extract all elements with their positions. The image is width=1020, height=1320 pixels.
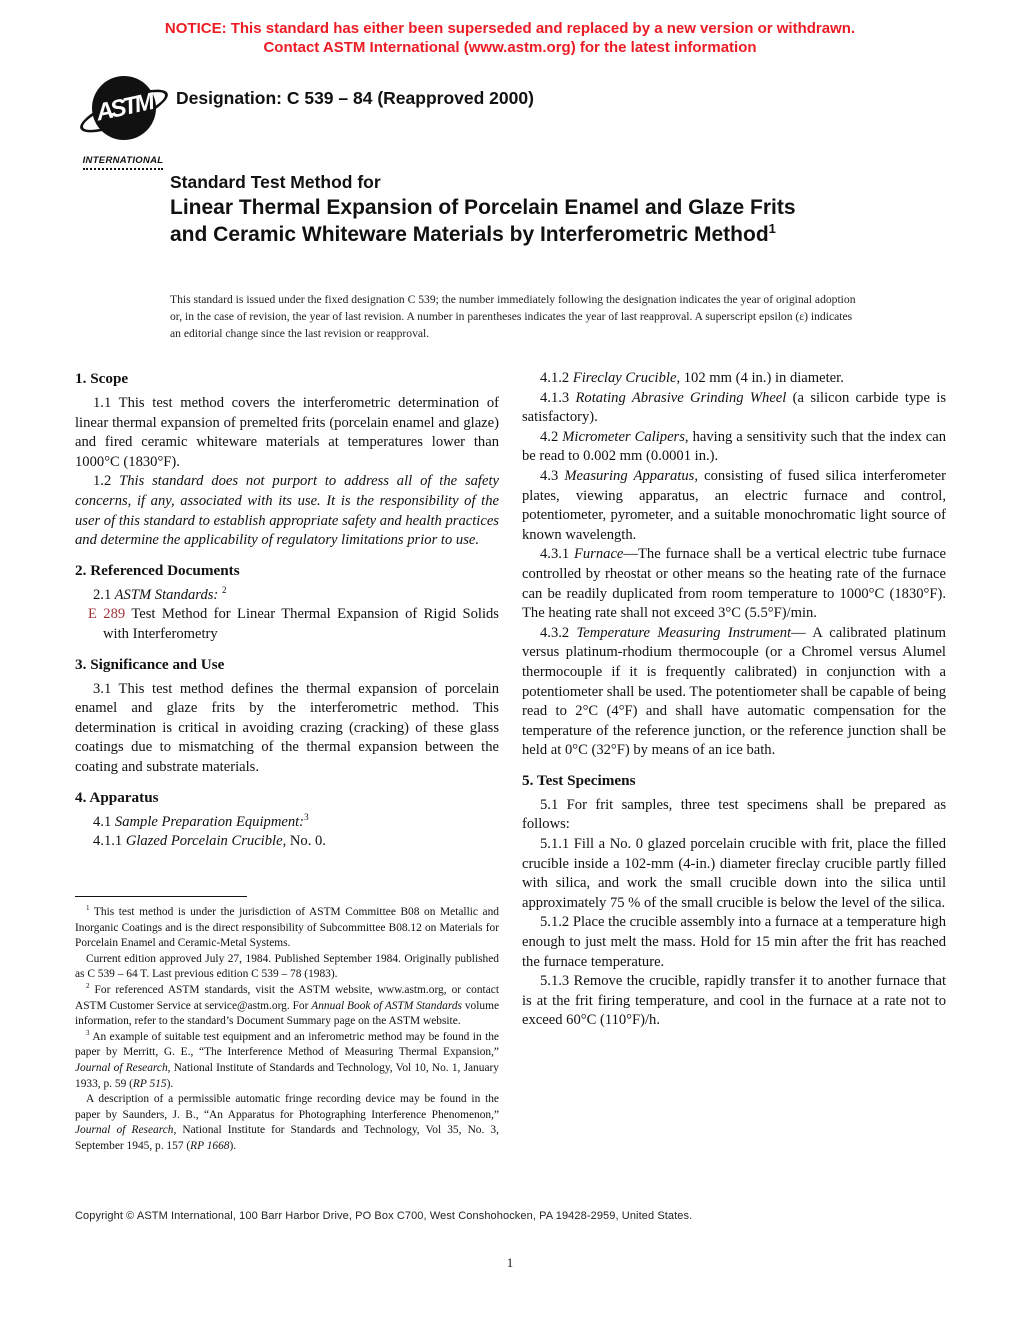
reference-link-e289[interactable]: E 289 bbox=[88, 606, 126, 623]
paragraph-number: 4.3 bbox=[540, 467, 559, 484]
paragraph-number: 4.2 bbox=[540, 428, 559, 445]
footnote-1-edition: Current edition approved July 27, 1984. Published September 1984. Originally published as C 539 – 64 T. Last previous edition C 539 – 78 (1983). bbox=[75, 952, 499, 981]
reference-e289: E 289 Test Method for Linear Thermal Expansion of Rigid Solids with Interferometry bbox=[88, 606, 499, 642]
paragraph-4-1-1: 4.1.1 Glazed Porcelain Crucible, No. 0. bbox=[93, 833, 326, 850]
left-column bbox=[75, 369, 499, 852]
paragraph-number: 5.1.3 bbox=[540, 973, 570, 990]
title-kicker: Standard Test Method for bbox=[170, 172, 381, 192]
paragraph-4-3-1: 4.3.1 Furnace—The furnace shall be a vertical electric tube furnace controlled by rheostat or other means so the heating rate of the furnace can be readily duplicated from room temperature to 1000°C (1830°F). The heating rate shall not exceed 3°C (5.5°F)/min. bbox=[522, 546, 946, 622]
paragraph-number: 5.1.2 bbox=[540, 914, 570, 931]
paragraph-number: 4.3.1 bbox=[540, 546, 570, 563]
paragraph-5-1-1: 5.1.1 Fill a No. 0 glazed porcelain crucible with frit, place the filled crucible inside a 102-mm (4-in.) diameter fireclay crucible partly filled with silica, and work the small crucible down into the silica until approximately 75 % of the small crucible is below the level of the silica. bbox=[522, 836, 946, 911]
paragraph-3-1: 3.1 This test method defines the thermal expansion of porcelain enamel and glaze frits by the interferometric method. This determination is critical in avoiding crazing (cracking) of these glass coatings due to mismatching of the thermal expansion between the coating and substrate materials. bbox=[75, 680, 499, 775]
page-number: 1 bbox=[506, 1256, 514, 1270]
title-footnote-ref: 1 bbox=[768, 220, 776, 236]
footnotes-block bbox=[75, 896, 499, 1155]
paragraph-number: 4.1.1 bbox=[93, 833, 123, 850]
footnote-ref-2: 2 bbox=[221, 584, 227, 595]
paragraph-5-1: 5.1 For frit samples, three test specimens shall be prepared as follows: bbox=[522, 796, 946, 833]
astm-logo-text: ASTM bbox=[93, 88, 155, 127]
paragraph-4-3: 4.3 Measuring Apparatus, consisting of fused silica interferometer plates, viewing apparatus, an electric furnace and control, potentiometer, pyrometer, and a suitable monochromatic light source of known wavelength. bbox=[522, 467, 946, 543]
section-heading-scope: 1. Scope bbox=[75, 370, 129, 387]
astm-globe-icon bbox=[86, 76, 160, 150]
superseded-notice bbox=[0, 20, 1020, 57]
footnote-1: $^1$ This test method is under the jurisdiction of ASTM Committee B08 on Metallic and Inorganic Coatings and is the direct responsibility of Subcommittee B08.12 on Materials for Porcelain Enamel and Ceramic-Metal Systems. bbox=[75, 904, 499, 950]
notice-line-2: Contact ASTM International (www.astm.org) for the latest information bbox=[263, 38, 757, 56]
footnote-2: $^2$ For referenced ASTM standards, visit the ASTM website, www.astm.org, or contact ASTM Customer Service at service@astm.org. For Annual Book of ASTM Standards volume information, refer to the standard’s Document Summary page on the ASTM website. bbox=[75, 982, 500, 1028]
paragraph-number: 4.1.2 bbox=[540, 370, 570, 386]
paragraph-number: 2.1 bbox=[93, 586, 112, 603]
section-heading-apparatus: 4. Apparatus bbox=[75, 788, 159, 806]
paragraph-number: 1.2 bbox=[93, 473, 112, 490]
footnote-3: $^3$ An example of suitable test equipment and an inferometric method may be found in the paper by Merritt, G. E., “The Interference Method of Measuring Thermal Expansion,” Journal of Research, National Institute of Standards and Technology, Vol 10, No. 1, January 1933, p. 59 (RP 515). bbox=[75, 1028, 499, 1090]
paragraph-4-1-2: 4.1.2 Fireclay Crucible, 102 mm (4 in.) in diameter. bbox=[540, 370, 844, 386]
page-title bbox=[170, 195, 832, 248]
paragraph-4-3-2: 4.3.2 Temperature Measuring Instrument— A calibrated platinum versus platinum-rhodium thermocouple (or a Chromel versus Alumel thermocouple if it is frequently calibrated) in conjunction with a potentiometer shall be used. The potentiometer shall be capable of being read to 2°C (4°F) and shall have automatic compensation for the temperature of the reference junction, or the reference junction shall be held at 0°C (32°F) by means of an ice bath. bbox=[522, 624, 946, 759]
paragraph-number: 3.1 bbox=[93, 680, 112, 697]
paragraph-4-1: 4.1 Sample Preparation Equipment:$^3$ bbox=[93, 811, 309, 830]
astm-international-label: INTERNATIONAL bbox=[83, 155, 164, 170]
right-column bbox=[522, 369, 946, 1031]
paragraph-number: 1.1 bbox=[93, 395, 112, 411]
paragraph-2-1: 2.1 ASTM Standards: $^2$ bbox=[93, 584, 227, 603]
paragraph-1-2: 1.2 This standard does not purport to address all of the safety concerns, if any, associated with its use. It is the responsibility of the user of this standard to establish appropriate safety and health practices and determine the applicability of regulatory limitations prior to use. bbox=[75, 473, 499, 549]
section-heading-test-specimens: 5. Test Specimens bbox=[522, 771, 636, 789]
astm-logo bbox=[73, 76, 173, 170]
notice-line-1: NOTICE: This standard has either been superseded and replaced by a new version or withdrawn. bbox=[164, 20, 856, 37]
designation-line: Designation: C 539 – 84 (Reapproved 2000) bbox=[176, 88, 534, 108]
title-text: Linear Thermal Expansion of Porcelain Enamel and Glaze Frits and Ceramic Whiteware Materials by Interferometric Method bbox=[170, 196, 796, 246]
paragraph-5-1-2: 5.1.2 Place the crucible assembly into a furnace at a temperature high enough to just melt the mass. Hold for 15 min after the frit has reached the furnace temperature. bbox=[522, 914, 946, 970]
footnote-3-continued: A description of a permissible automatic fringe recording device may be found in the paper by Saunders, J. B., “An Apparatus for Photographing Interference Phenomenon,” Journal of Research, National Institute for Standards and Technology, Vol 35, No. 3, September 1945, p. 157 (RP 1668). bbox=[75, 1093, 499, 1152]
standard-preamble: This standard is issued under the fixed designation C 539; the number immediately following the designation indicates the year of original adoption or, in the case of revision, the year of last revision. A number in parentheses indicates the year of last reapproval. A superscript epsilon (ε) indicates an editorial change since the last revision or reapproval. bbox=[170, 293, 856, 340]
title-block bbox=[170, 172, 870, 248]
paragraph-1-1: 1.1 This test method covers the interferometric determination of linear thermal expansion of premelted frits (porcelain enamel and glaze) and fired ceramic whiteware materials at temperatures lower than 1000°C (1830°F). bbox=[75, 395, 499, 470]
paragraph-number: 4.3.2 bbox=[540, 624, 570, 641]
footnote-divider bbox=[75, 896, 247, 897]
paragraph-number: 5.1 bbox=[540, 796, 559, 813]
paragraph-4-2: 4.2 Micrometer Calipers, having a sensitivity such that the index can be read to 0.002 mm (0.0001 in.). bbox=[522, 428, 947, 465]
paragraph-number: 5.1.1 bbox=[540, 836, 570, 853]
globe-circle-icon bbox=[92, 76, 156, 140]
section-heading-significance: 3. Significance and Use bbox=[75, 655, 225, 673]
paragraph-number: 4.1 bbox=[93, 813, 112, 830]
footnote-ref-3: 3 bbox=[304, 811, 309, 822]
copyright-line: Copyright © ASTM International, 100 Barr Harbor Drive, PO Box C700, West Conshohocken, PA 19428-2959, United States. bbox=[75, 1210, 693, 1222]
paragraph-5-1-3: 5.1.3 Remove the crucible, rapidly transfer it to another furnace that is at the frit firing temperature, and cool in the furnace at a rate not to exceed 60°C (110°F)/h. bbox=[522, 973, 946, 1029]
section-heading-referenced-documents: 2. Referenced Documents bbox=[75, 561, 240, 579]
paragraph-4-1-3: 4.1.3 Rotating Abrasive Grinding Wheel (a silicon carbide type is satisfactory). bbox=[522, 389, 947, 426]
paragraph-number: 4.1.3 bbox=[540, 389, 570, 406]
